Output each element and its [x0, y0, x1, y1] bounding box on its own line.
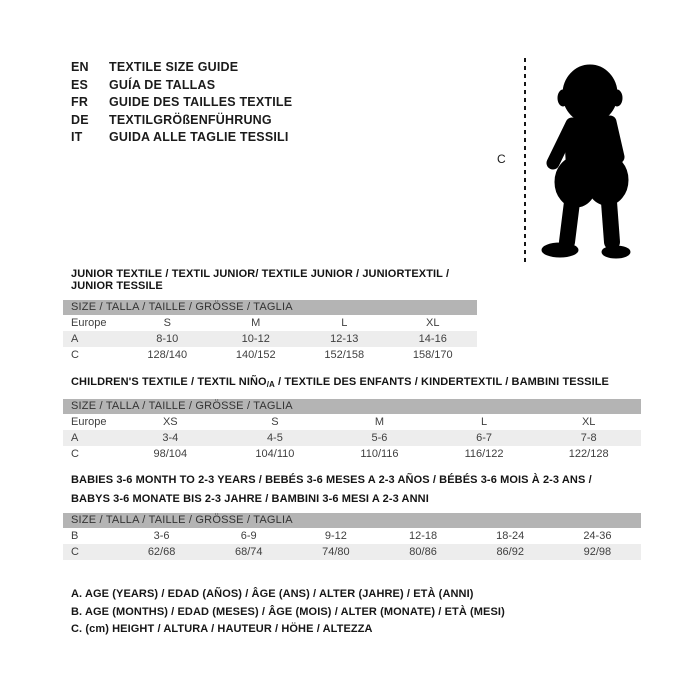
- childrens-textile-section: [63, 376, 641, 462]
- childrens-size-table: [63, 399, 641, 462]
- language-row-en: [71, 59, 292, 77]
- table-row: [63, 331, 477, 347]
- cell: 3-6: [153, 530, 170, 542]
- cell: 7-8: [536, 430, 641, 446]
- language-code: EN: [71, 60, 89, 74]
- table-row: [63, 544, 641, 560]
- cell: 140/152: [235, 349, 276, 361]
- legend-line-a: A. AGE (YEARS) / EDAD (AÑOS) / ÂGE (ANS) / ALTER (JAHRE) / ETÀ (ANNI): [71, 588, 474, 600]
- row-label: C: [71, 448, 79, 460]
- cell: 158/170: [412, 349, 453, 361]
- language-label: GUIDA ALLE TAGLIE TESSILI: [109, 130, 289, 145]
- cell: 14-16: [389, 331, 478, 347]
- language-code: FR: [71, 95, 89, 110]
- legend: [71, 586, 505, 639]
- junior-textile-section: [63, 268, 477, 363]
- cell: XL: [426, 317, 440, 329]
- row-label: Europe: [71, 416, 107, 428]
- title-line-1: BABIES 3-6 MONTH TO 2-3 YEARS / BEBÉS 3-6 MESES A 2-3 AÑOS / BÉBÉS 3-6 MOIS À 2-3 ANS /: [71, 474, 592, 486]
- table-header: SIZE / TALLA / TAILLE / GRÖSSE / TAGLIA: [63, 300, 477, 315]
- height-dashed-line: [524, 58, 526, 262]
- cell: 12-13: [300, 331, 389, 347]
- cell: L: [341, 317, 348, 329]
- table-row: [63, 315, 477, 331]
- cell: 68/74: [205, 544, 292, 560]
- legend-line-c: C. (cm) HEIGHT / ALTURA / HAUTEUR / HÖHE / ALTEZZA: [71, 623, 373, 635]
- babies-table-title: [71, 471, 641, 508]
- babies-size-table: [63, 513, 641, 560]
- title-text: / TEXTILE DES ENFANTS / KINDERTEXTIL / BAMBINI TESSILE: [274, 376, 609, 388]
- language-code: ES: [71, 77, 89, 92]
- cell: XS: [162, 416, 178, 428]
- babies-textile-section: [63, 471, 641, 560]
- language-label: TEXTILGRÖßENFÜHRUNG: [109, 112, 272, 127]
- cell: 110/116: [360, 448, 399, 460]
- table-header: SIZE / TALLA / TAILLE / GRÖSSE / TAGLIA: [63, 513, 641, 528]
- language-row-it: [71, 129, 292, 147]
- cell: 98/104: [153, 448, 188, 460]
- cell: 104/110: [255, 448, 295, 460]
- table-row: [63, 528, 641, 544]
- row-label: Europe: [71, 317, 107, 329]
- table-row: [63, 430, 641, 446]
- row-label: C: [71, 349, 79, 361]
- cell: 6-7: [432, 430, 537, 446]
- table-row: [63, 347, 477, 363]
- junior-size-table: [63, 300, 477, 363]
- cell: 152/158: [324, 349, 365, 361]
- cell: M: [374, 416, 385, 428]
- cell: 128/140: [147, 349, 188, 361]
- cell: 5-6: [327, 430, 432, 446]
- language-label: GUIDE DES TAILLES TEXTILE: [109, 95, 293, 110]
- cell: 18-24: [496, 530, 525, 542]
- title-text: CHILDREN'S TEXTILE / TEXTIL NIÑO: [71, 376, 267, 388]
- legend-line-b: B. AGE (MONTHS) / EDAD (MESES) / ÂGE (MOIS) / ALTER (MONATE) / ETÀ (MESI): [71, 605, 505, 618]
- cell: 116/122: [464, 448, 504, 460]
- language-label: TEXTILE SIZE GUIDE: [109, 60, 239, 74]
- title-subscript: /A: [266, 380, 275, 389]
- cell: 6-9: [240, 530, 257, 542]
- cell: 92/98: [554, 544, 641, 560]
- language-row-de: [71, 112, 292, 130]
- figure-block: [494, 56, 660, 270]
- cell: 86/92: [467, 544, 554, 560]
- cell: 9-12: [324, 530, 347, 542]
- cell: S: [163, 317, 171, 329]
- row-label: A: [63, 430, 118, 446]
- height-measure-label: C: [497, 152, 506, 166]
- cell: 4-5: [223, 430, 328, 446]
- cell: 80/86: [379, 544, 466, 560]
- row-label: C: [63, 544, 118, 560]
- language-code: IT: [71, 130, 83, 145]
- row-label: B: [71, 530, 79, 542]
- cell: 12-18: [408, 530, 438, 542]
- cell: 10-12: [212, 331, 301, 347]
- language-list: [71, 59, 292, 147]
- cell: 3-4: [118, 430, 223, 446]
- row-label: A: [63, 331, 123, 347]
- table-row: [63, 446, 641, 462]
- baby-silhouette-icon: [536, 64, 648, 264]
- cell: 24-36: [583, 530, 612, 542]
- language-row-es: [71, 77, 292, 95]
- cell: XL: [581, 416, 596, 428]
- language-label: GUÍA DE TALLAS: [109, 77, 216, 92]
- cell: S: [271, 416, 279, 428]
- cell: 122/128: [568, 448, 609, 460]
- cell: 62/68: [118, 544, 205, 560]
- title-line-2: BABYS 3-6 MONATE BIS 2-3 JAHRE / BAMBINI 3-6 MESI A 2-3 ANNI: [71, 492, 429, 505]
- language-row-fr: [71, 94, 292, 112]
- junior-table-title: JUNIOR TEXTILE / TEXTIL JUNIOR/ TEXTILE JUNIOR / JUNIORTEXTIL / JUNIOR TESSILE: [71, 268, 450, 292]
- table-row: [63, 414, 641, 430]
- cell: M: [251, 317, 261, 329]
- cell: L: [481, 416, 488, 428]
- cell: 74/80: [292, 544, 379, 560]
- cell: 8-10: [123, 331, 212, 347]
- language-code: DE: [71, 112, 89, 127]
- table-header: SIZE / TALLA / TAILLE / GRÖSSE / TAGLIA: [63, 399, 641, 414]
- childrens-table-title: [71, 376, 641, 391]
